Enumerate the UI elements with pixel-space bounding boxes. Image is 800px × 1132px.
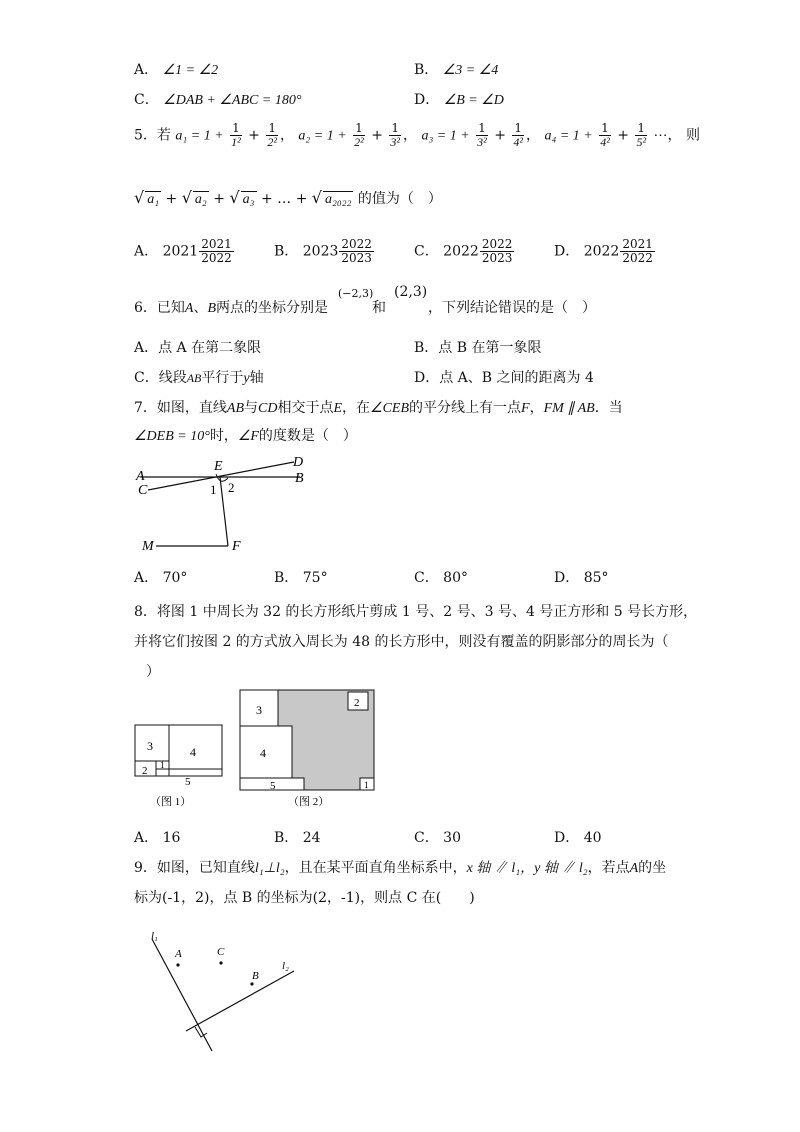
q6-and: 和 bbox=[372, 300, 386, 316]
fig2-label-1: 1 bbox=[364, 780, 369, 790]
option-letter: B． bbox=[414, 62, 439, 78]
q6-option-d[interactable]: D．点 A、B 之间的距离为 4 bbox=[414, 370, 594, 386]
q5-a2: a₂ = 1 + bbox=[298, 128, 347, 144]
figure-2 bbox=[240, 690, 374, 808]
q8-option-c[interactable]: C． 30 bbox=[414, 830, 461, 846]
fig2-label-2: 2 bbox=[354, 697, 360, 709]
fig2-label-4: 4 bbox=[260, 746, 266, 760]
q4-option-a[interactable] bbox=[134, 62, 218, 80]
q6-stem: 6．已知A、B两点的坐标分别是 bbox=[134, 300, 329, 316]
q4-option-d[interactable] bbox=[414, 92, 504, 110]
label-l1: l₁ bbox=[151, 930, 158, 942]
q4-option-b[interactable] bbox=[414, 62, 498, 80]
fraction: $\frac{1}{\text{2²}}$ bbox=[267, 121, 277, 150]
label-a: A bbox=[175, 948, 182, 960]
q4-option-c[interactable] bbox=[134, 92, 301, 110]
label-f: F bbox=[232, 539, 241, 554]
q8-option-d[interactable]: D． 40 bbox=[554, 830, 602, 846]
fig1-label-5: 5 bbox=[185, 776, 191, 788]
q6-option-b[interactable]: B．点 B 在第一象限 bbox=[414, 340, 542, 356]
q5-option-a[interactable]: A． 2021 $\frac{2021}{2022}$ bbox=[134, 237, 232, 266]
q7-option-d[interactable]: D． 85° bbox=[554, 570, 609, 586]
q5-option-b[interactable]: B． 2023 $\frac{2022}{2023}$ bbox=[274, 237, 372, 266]
label-a: A bbox=[136, 469, 145, 484]
q5-a3: a₃ = 1 + bbox=[421, 128, 470, 144]
fig2-label-5: 5 bbox=[270, 780, 276, 792]
option-expr: ∠1 = ∠2 bbox=[162, 63, 219, 78]
q7-stem-line2: ∠DEB = 10°时，∠F的度数是（ ） bbox=[134, 428, 357, 444]
q8-stem-line2: 并将它们按图 2 的方式放入周长为 48 的长方形中，则没有覆盖的阴影部分的周长为（ bbox=[134, 634, 669, 650]
bisector-ef bbox=[220, 477, 228, 546]
q5-prefix: 5．若 bbox=[134, 127, 171, 144]
option-expr: ∠B = ∠D bbox=[443, 93, 504, 108]
q5-stem-line2: √ a₁ + √ a₂ + √ a₃ + … + √ a₂₀₂₂ 的值为（ ） bbox=[134, 188, 442, 207]
q6-option-a[interactable]: A．点 A 在第二象限 bbox=[134, 340, 262, 356]
fig1-label-2: 2 bbox=[142, 765, 148, 777]
sqrt-a2: a₂ bbox=[194, 192, 207, 207]
fig1-label-1: 1 bbox=[160, 760, 165, 770]
option-letter: C． bbox=[134, 92, 159, 108]
q5-option-c[interactable]: C． 2022 $\frac{2022}{2023}$ bbox=[414, 237, 513, 266]
q8-option-a[interactable]: A． 16 bbox=[134, 830, 181, 846]
q9-stem-line1: 9．如图，已知直线l₁⊥l₂，且在某平面直角坐标系中，x 轴 ∥ l₁，y 轴 ∥ l₂，若点A的坐 bbox=[134, 860, 667, 876]
q8-figures bbox=[132, 688, 382, 816]
fig2-caption: （图 2） bbox=[288, 796, 330, 808]
q5-option-d[interactable]: D． 2022 $\frac{2021}{2022}$ bbox=[554, 237, 653, 266]
sqrt-a2022: a₂₀₂₂ bbox=[325, 192, 352, 207]
option-letter: D． bbox=[414, 92, 440, 108]
label-e: E bbox=[214, 459, 223, 474]
q8-stem-line3: ） bbox=[146, 664, 160, 680]
line-l2 bbox=[186, 971, 294, 1031]
option-letter: A． bbox=[134, 62, 159, 78]
figure-1 bbox=[135, 725, 222, 808]
label-d: D bbox=[293, 455, 304, 470]
fig1-caption: （图 1） bbox=[150, 796, 192, 808]
fraction: $\frac{1}{\text{4²}}$ bbox=[513, 121, 524, 150]
fraction: $\frac{1}{\text{1²}}$ bbox=[231, 121, 241, 150]
point-a bbox=[176, 963, 179, 966]
q6-option-c[interactable]: C．线段AB平行于y轴 bbox=[134, 370, 264, 386]
option-expr: ∠3 = ∠4 bbox=[442, 63, 499, 78]
q7-option-a[interactable]: A． 70° bbox=[134, 570, 188, 586]
q7-option-c[interactable]: C． 80° bbox=[414, 570, 468, 586]
fig2-label-3: 3 bbox=[256, 703, 262, 717]
fig1-label-4: 4 bbox=[190, 745, 196, 759]
line-l1 bbox=[152, 939, 212, 1051]
label-l2: l₂ bbox=[282, 960, 289, 972]
fig1-label-3: 3 bbox=[147, 739, 153, 753]
sqrt-a3: a₃ bbox=[242, 192, 255, 207]
label-c: C bbox=[217, 946, 225, 958]
label-b: B bbox=[252, 970, 259, 982]
q9-stem-line2: 标为(-1，2)，点 B 的坐标为(2，-1)，则点 C 在( ) bbox=[134, 890, 475, 906]
label-m: M bbox=[142, 539, 154, 554]
point-c bbox=[219, 961, 222, 964]
q8-stem-line1: 8．将图 1 中周长为 32 的长方形纸片剪成 1 号、2 号、3 号、4 号正方形和 5 号长方形， bbox=[134, 604, 698, 620]
point-b bbox=[250, 982, 253, 985]
sqrt-a1: a₁ bbox=[147, 192, 160, 207]
fraction: $\frac{1}{\text{5²}}$ bbox=[636, 121, 647, 150]
q5-a1: a₁ = 1 + bbox=[175, 128, 224, 144]
q5-a4: a₄ = 1 + bbox=[544, 128, 593, 144]
right-angle-mark bbox=[195, 1027, 207, 1037]
fraction: $\frac{1}{\text{4²}}$ bbox=[600, 121, 610, 150]
q9-figure bbox=[140, 925, 310, 1055]
q8-option-b[interactable]: B． 24 bbox=[274, 830, 321, 846]
q5-stem-end: 的值为（ ） bbox=[357, 191, 442, 207]
q7-stem-line1: 7．如图，直线AB与CD相交于点E，在∠CEB的平分线上有一点F，FM ∥ AB．当 bbox=[134, 400, 623, 416]
q6-coord-a: (−2,3) bbox=[338, 287, 374, 300]
label-c: C bbox=[138, 483, 148, 498]
fraction: $\frac{1}{\text{3²}}$ bbox=[390, 121, 400, 150]
fraction: $\frac{1}{\text{2²}}$ bbox=[354, 121, 364, 150]
label-b: B bbox=[295, 471, 304, 486]
q5-stem-line1: 5．若 a₁ = 1 + $\frac{1}{\text{1²}}$ + $\frac{1}{\text{2²}}$ ， a₂ = 1 + $\frac{1}{\text{2²}}$ + $\frac{1}{\text{3²}}$ ， a₃ = 1 + $\frac{1}{\text{3²}}$ + $\frac{1}{\text{4²}}$ ， a₄ = 1 + $\frac{1}{\text{4²}}$ + $\frac{1}{\text{5²}}$ ⋯， 则 bbox=[134, 121, 700, 150]
option-expr: ∠DAB + ∠ABC = 180° bbox=[163, 93, 302, 108]
label-1: 1 bbox=[210, 482, 217, 497]
label-2: 2 bbox=[228, 480, 235, 495]
q7-option-b[interactable]: B． 75° bbox=[274, 570, 328, 586]
fraction: $\frac{1}{\text{3²}}$ bbox=[477, 121, 487, 150]
q6-coord-b: (2,3) bbox=[394, 284, 428, 300]
q6-stem-end: ，下列结论错误的是（ ） bbox=[428, 300, 596, 316]
q7-figure bbox=[130, 452, 330, 556]
